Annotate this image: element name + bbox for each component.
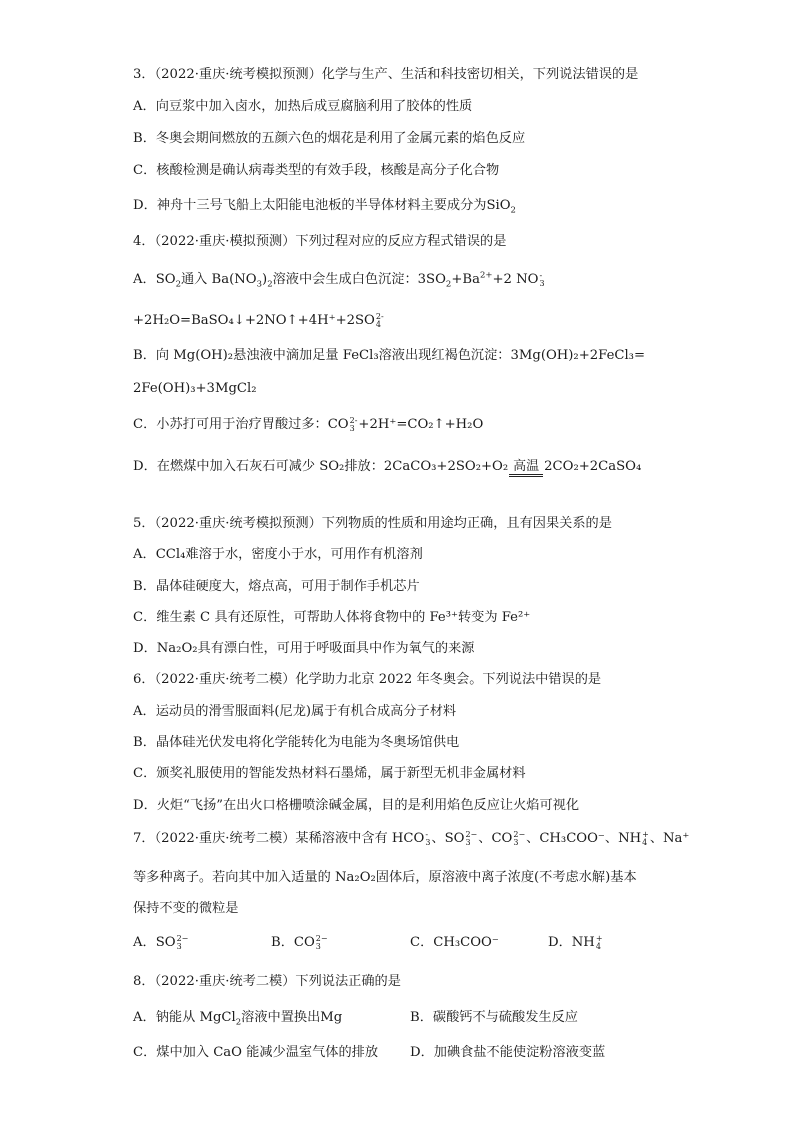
reaction-condition: 高温: [509, 460, 543, 480]
q8-option-d: D．加碘食盐不能使淀粉溶液变蓝: [410, 1045, 606, 1060]
q7-stem-line1: 7．（2022·重庆·统考二模）某稀溶液中含有 HCO - 3 、SO 2− 3 、CO 2− 3 、CH₃COO⁻、NH + 4 、Na⁺: [133, 829, 690, 847]
q6-stem: 6．（2022·重庆·统考二模）化学助力北京 2022 年冬奥会。下列说法中错误的是: [133, 672, 602, 687]
q5-stem: 5．（2022·重庆·统考模拟预测）下列物质的性质和用途均正确，且有因果关系的是: [133, 516, 612, 531]
q5-option-d: D．Na₂O₂具有漂白性，可用于呼吸面具中作为氧气的来源: [133, 641, 475, 656]
q4-stem: 4．（2022·重庆·模拟预测）下列过程对应的反应方程式错误的是: [133, 234, 507, 249]
q4-option-b-line2: 2Fe(OH)₃+3MgCl₂: [133, 381, 257, 396]
q3-option-b: B．冬奥会期间燃放的五颜六色的烟花是利用了金属元素的焰色反应: [133, 131, 526, 146]
q7-stem-line3: 保持不变的微粒是: [133, 901, 239, 916]
q7-option-c: C．CH₃COO⁻: [410, 935, 499, 950]
q4-option-d: D．在燃煤中加入石灰石可减少 SO₂排放：2CaCO₃+2SO₂+O₂ 高温 2CO₂+2CaSO₄: [133, 458, 641, 480]
q6-option-d: D．火炬“飞扬”在出火口格栅喷涂碱金属，目的是利用焰色反应让火焰可视化: [133, 798, 580, 813]
q4-option-a-line1: A．$SO_2$通入 $Ba(NO_3)_2$溶液中会生成白色沉淀：$3SO_2+Ba^{2+}+2$ NO - 3: [133, 270, 545, 290]
q8-option-c: C．煤中加入 CaO 能减少温室气体的排放: [133, 1045, 379, 1060]
q6-option-a: A．运动员的滑雪服面料(尼龙)属于有机合成高分子材料: [133, 704, 457, 719]
q5-option-c: C．维生素 C 具有还原性，可帮助人体将食物中的 Fe³⁺转变为 Fe²⁺: [133, 610, 531, 625]
q3-stem: 3．（2022·重庆·统考模拟预测）化学与生产、生活和科技密切相关，下列说法错误的是: [133, 67, 639, 82]
q8-stem: 8．（2022·重庆·统考二模）下列说法正确的是: [133, 974, 401, 989]
q7-option-a: A．SO 2− 3: [133, 933, 189, 951]
q4-option-c: C．小苏打可用于治疗胃酸过多：CO 2- 3 +2H⁺=CO₂↑+H₂O: [133, 415, 484, 433]
q6-option-b: B．晶体硅光伏发电将化学能转化为电能为冬奥场馆供电: [133, 735, 460, 750]
q3-option-a: A．向豆浆中加入卤水，加热后成豆腐脑利用了胶体的性质: [133, 99, 473, 114]
q8-option-b: B．碳酸钙不与硫酸发生反应: [410, 1010, 578, 1025]
q4-option-b-line1: B．向 Mg(OH)₂悬浊液中滴加足量 FeCl₃溶液出现红褐色沉淀：3Mg(OH)₂+2FeCl₃=: [133, 348, 646, 363]
q4-option-a-line2: +2H₂O=BaSO₄↓+2NO↑+4H⁺+2SO 2- 4: [133, 311, 384, 329]
q7-stem-line2: 等多种离子。若向其中加入适量的 Na₂O₂固体后，原溶液中离子浓度(不考虑水解)基本: [133, 870, 637, 885]
q5-option-a: A．CCl₄难溶于水，密度小于水，可用作有机溶剂: [133, 547, 423, 562]
q6-option-c: C．颁奖礼服使用的智能发热材料石墨烯，属于新型无机非金属材料: [133, 766, 526, 781]
q3-option-d: D．神舟十三号飞船上太阳能电池板的半导体材料主要成分为SiO$_2$: [133, 198, 516, 216]
q8-option-a: A．钠能从 MgCl$_2$溶液中置换出Mg: [133, 1010, 343, 1028]
q7-option-b: B．CO 2− 3: [271, 933, 328, 951]
q5-option-b: B．晶体硅硬度大，熔点高，可用于制作手机芯片: [133, 579, 420, 594]
q7-option-d: D．NH + 4: [548, 933, 603, 951]
q3-option-c: C．核酸检测是确认病毒类型的有效手段，核酸是高分子化合物: [133, 163, 500, 178]
